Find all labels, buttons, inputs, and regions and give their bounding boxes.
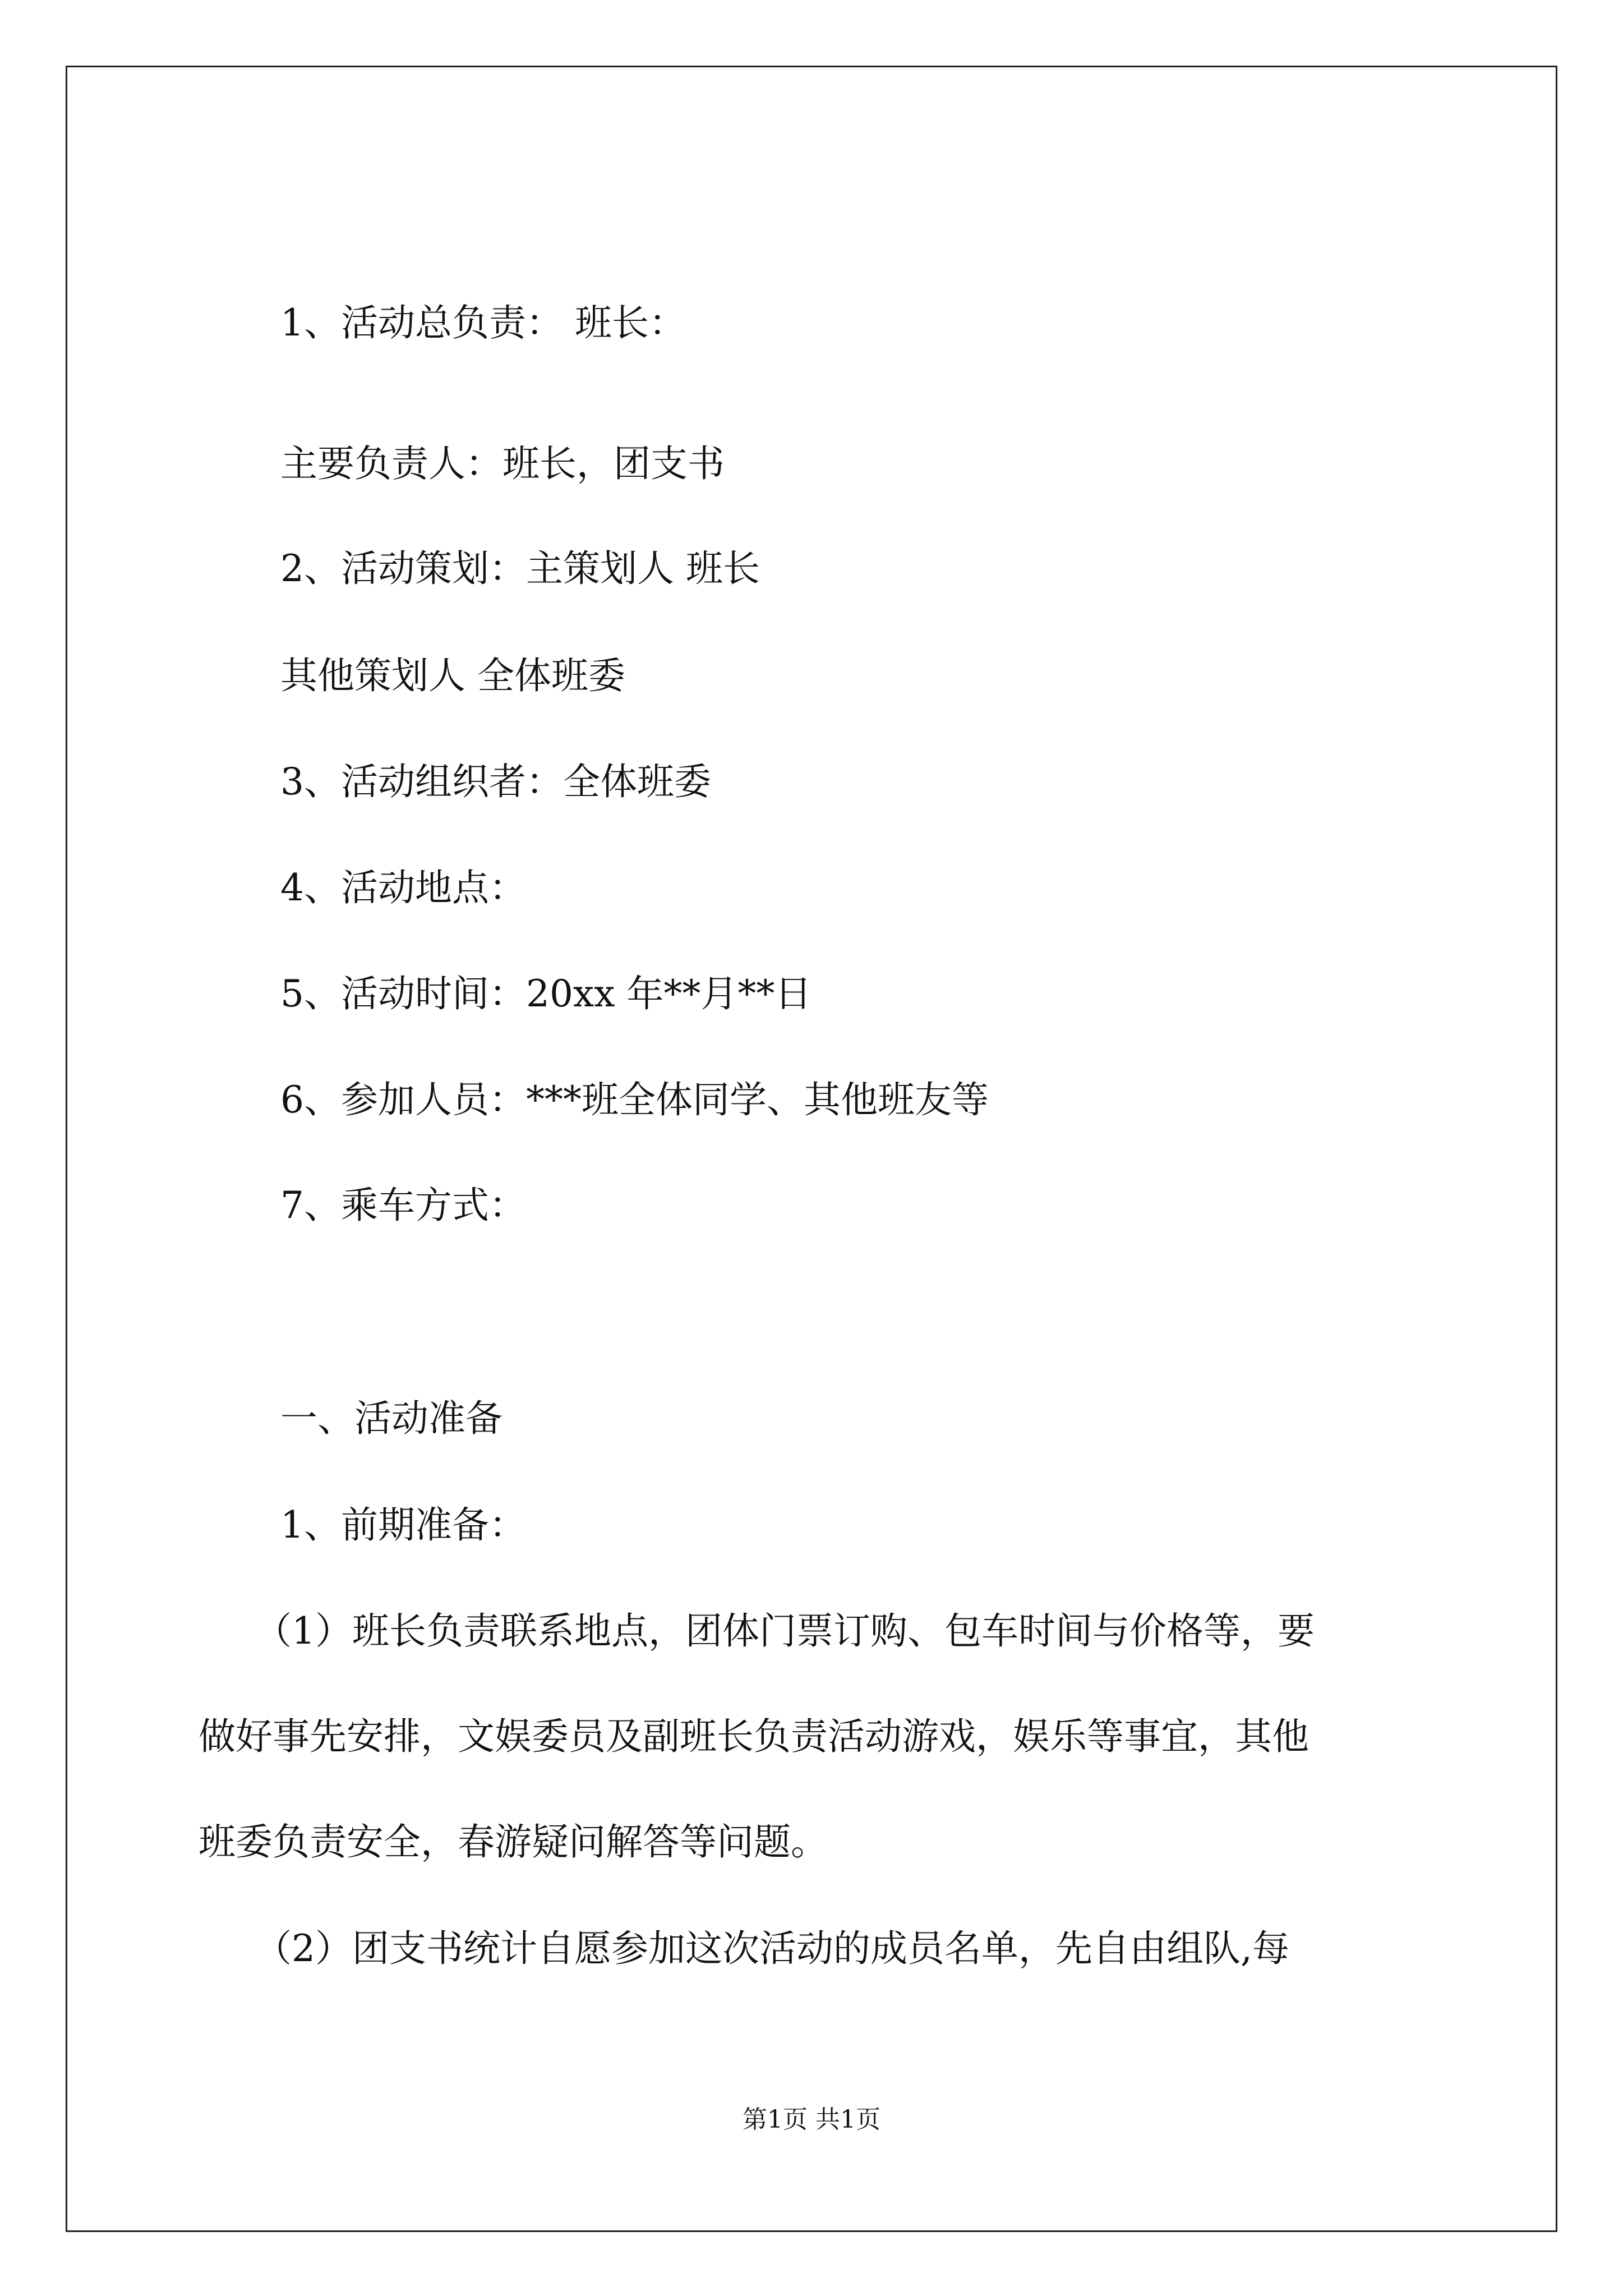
text-line-6: 4、活动地点：: [280, 866, 526, 909]
text-line-3: 2、活动策划：主策划人 班长: [280, 547, 760, 590]
text-line-1: 1、活动总负责： 班长：: [280, 301, 686, 344]
paragraph-2-line-1: （2）团支书统计自愿参加这次活动的成员名单，先自由组队,每: [255, 1927, 1289, 1970]
text-line-5: 3、活动组织者：全体班委: [280, 760, 711, 803]
text-line-4: 其他策划人 全体班委: [280, 654, 625, 697]
page-footer: 第1页 共1页: [743, 2105, 880, 2134]
text-line-7: 5、活动时间：20xx 年**月**日: [280, 972, 812, 1015]
paragraph-1-line-1: （1）班长负责联系地点，团体门票订购、包车时间与价格等，要: [255, 1609, 1315, 1653]
paragraph-1-line-2: 做好事先安排，文娱委员及副班长负责活动游戏，娱乐等事宜，其他: [199, 1715, 1309, 1758]
text-line-8: 6、参加人员：***班全体同学、其他班友等: [280, 1078, 989, 1121]
paragraph-1-line-3: 班委负责安全，春游疑问解答等问题。: [199, 1820, 828, 1864]
text-line-2: 主要负责人：班长，团支书: [280, 442, 725, 485]
section-heading: 一、活动准备: [280, 1397, 502, 1440]
page-border: [66, 66, 1557, 2232]
text-line-11: 1、前期准备：: [280, 1503, 526, 1547]
text-line-9: 7、乘车方式：: [280, 1184, 526, 1227]
